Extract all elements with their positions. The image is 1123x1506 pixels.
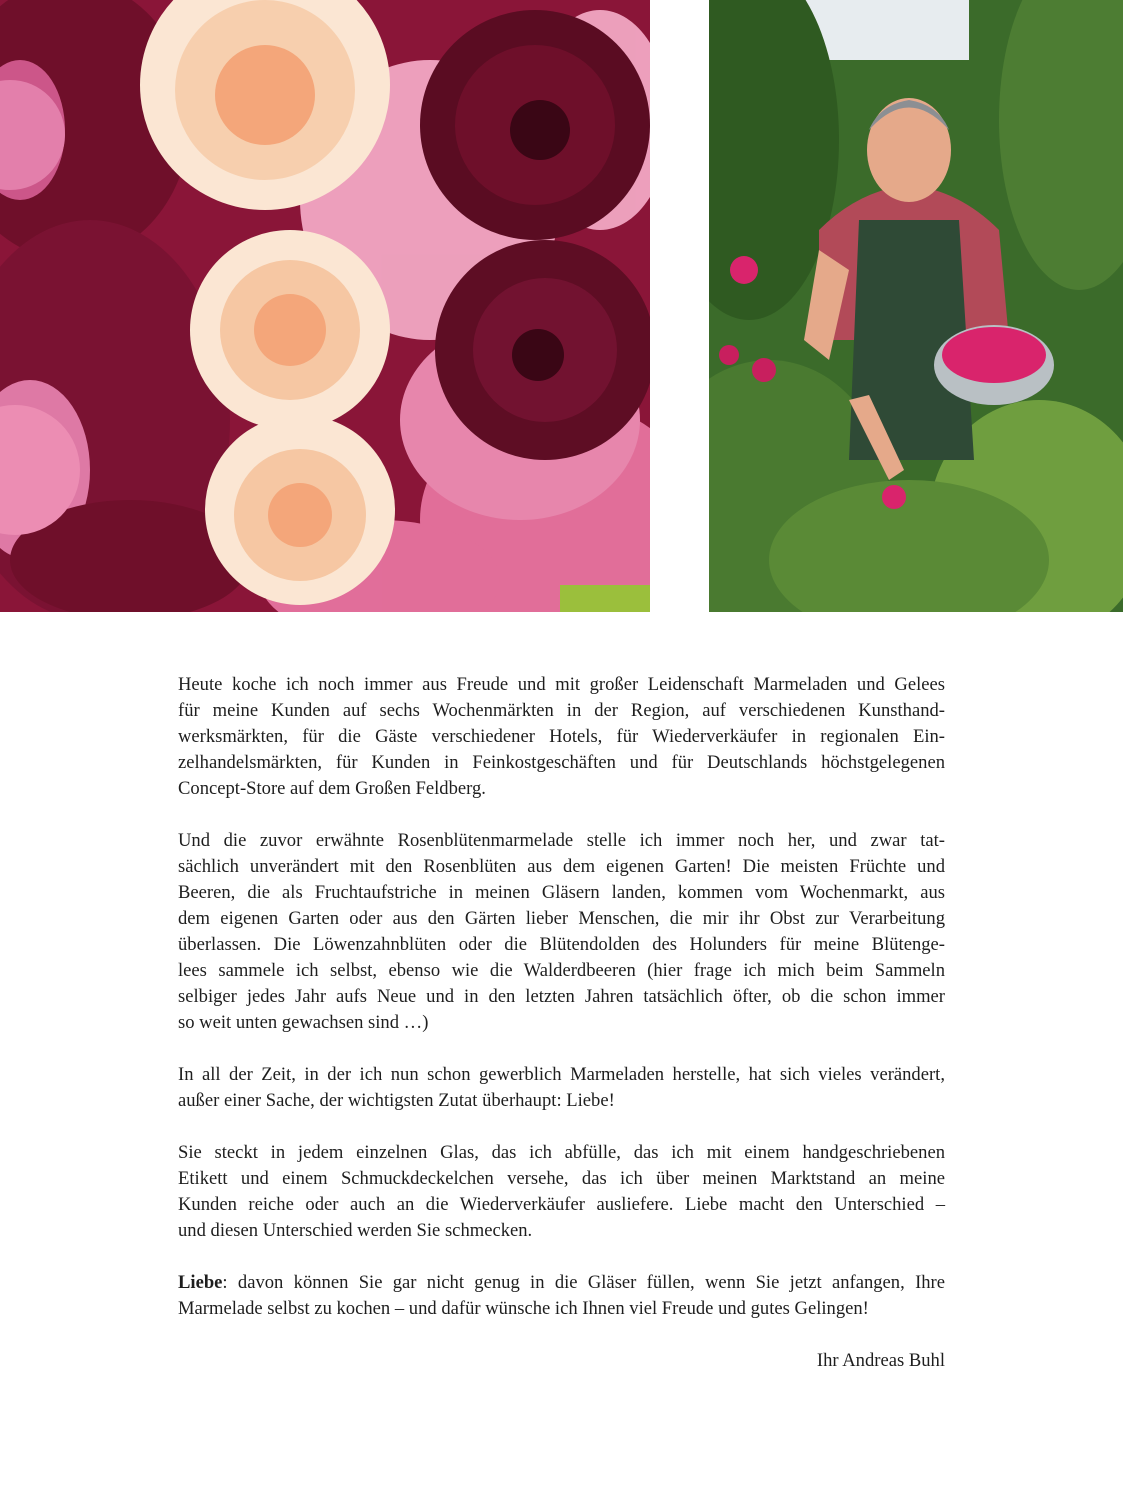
text-line: Beeren, die als Fruchtaufstriche in meinen Gläsern landen, kommen vom Wochenmarkt, aus bbox=[178, 882, 945, 903]
paragraph-2 bbox=[178, 828, 945, 1036]
text-line: Und die zuvor erwähnte Rosenblütenmarmelade stelle ich immer noch her, und zwar tat- bbox=[178, 830, 945, 851]
text-line: Etikett und einem Schmuckdeckelchen versehe, das ich über meinen Marktstand an meine bbox=[178, 1168, 945, 1189]
text-line: Heute koche ich noch immer aus Freude und mit großer Leidenschaft Marmeladen und Gelees bbox=[178, 674, 945, 695]
paragraph-4 bbox=[178, 1140, 945, 1244]
text-line: überlassen. Die Löwenzahnblüten oder die Blütendolden des Holunders für meine Blütenge- bbox=[178, 934, 945, 955]
paragraph-5 bbox=[178, 1270, 945, 1322]
roses-illustration bbox=[0, 0, 650, 612]
text-line: In all der Zeit, in der ich nun schon gewerblich Marmeladen herstelle, hat sich vieles verändert, bbox=[178, 1064, 945, 1085]
text-line: zelhandelsmärkten, für Kunden in Feinkostgeschäften und für Deutschlands höchstgelegenen bbox=[178, 752, 945, 773]
paragraph-3 bbox=[178, 1062, 945, 1114]
text-line: Marmelade selbst zu kochen – und dafür wünsche ich Ihnen viel Freude und gutes Gelingen! bbox=[178, 1298, 869, 1319]
text-line: Sie steckt in jedem einzelnen Glas, das ich abfülle, das ich mit einem handgeschriebenen bbox=[178, 1142, 945, 1163]
text-line: für meine Kunden auf sechs Wochenmärkten in der Region, auf verschiedenen Kunsthand- bbox=[178, 700, 945, 721]
paragraph-1 bbox=[178, 672, 945, 802]
text-line: werksmärkten, für die Gäste verschiedener Hotels, für Wiederverkäufer in regionalen Ein- bbox=[178, 726, 945, 747]
text-line: dem eigenen Garten oder aus den Gärten lieber Menschen, die mir ihr Obst zur Verarbeitung bbox=[178, 908, 945, 929]
body-text bbox=[178, 672, 945, 1400]
emphasis-liebe: Liebe bbox=[178, 1272, 223, 1293]
text-line: selbiger jedes Jahr aufs Neue und in den letzten Jahren tatsächlich öfter, ob die schon immer bbox=[178, 986, 945, 1007]
gardener-illustration bbox=[709, 0, 1123, 612]
gardener-photo bbox=[709, 0, 1123, 612]
signature: Ihr Andreas Buhl bbox=[816, 1350, 945, 1371]
text-line: sächlich unverändert mit den Rosenblüten aus dem eigenen Garten! Die meisten Früchte und bbox=[178, 856, 945, 877]
text-line: außer einer Sache, der wichtigsten Zutat überhaupt: Liebe! bbox=[178, 1090, 615, 1111]
roses-photo bbox=[0, 0, 650, 612]
text-line bbox=[178, 1270, 945, 1296]
text-line: lees sammele ich selbst, ebenso wie die Walderdbeeren (hier frage ich mich beim Sammeln bbox=[178, 960, 945, 981]
text-line: so weit unten gewachsen sind …) bbox=[178, 1012, 429, 1033]
text-line: und diesen Unterschied werden Sie schmecken. bbox=[178, 1220, 533, 1241]
text-line: Kunden reiche oder auch an die Wiederverkäufer ausliefere. Liebe macht den Unterschied – bbox=[178, 1194, 945, 1215]
text-line: Concept-Store auf dem Großen Feldberg. bbox=[178, 778, 486, 799]
text-fragment: : davon können Sie gar nicht genug in die Gläser füllen, wenn Sie jetzt anfangen, Ihre bbox=[222, 1272, 945, 1293]
